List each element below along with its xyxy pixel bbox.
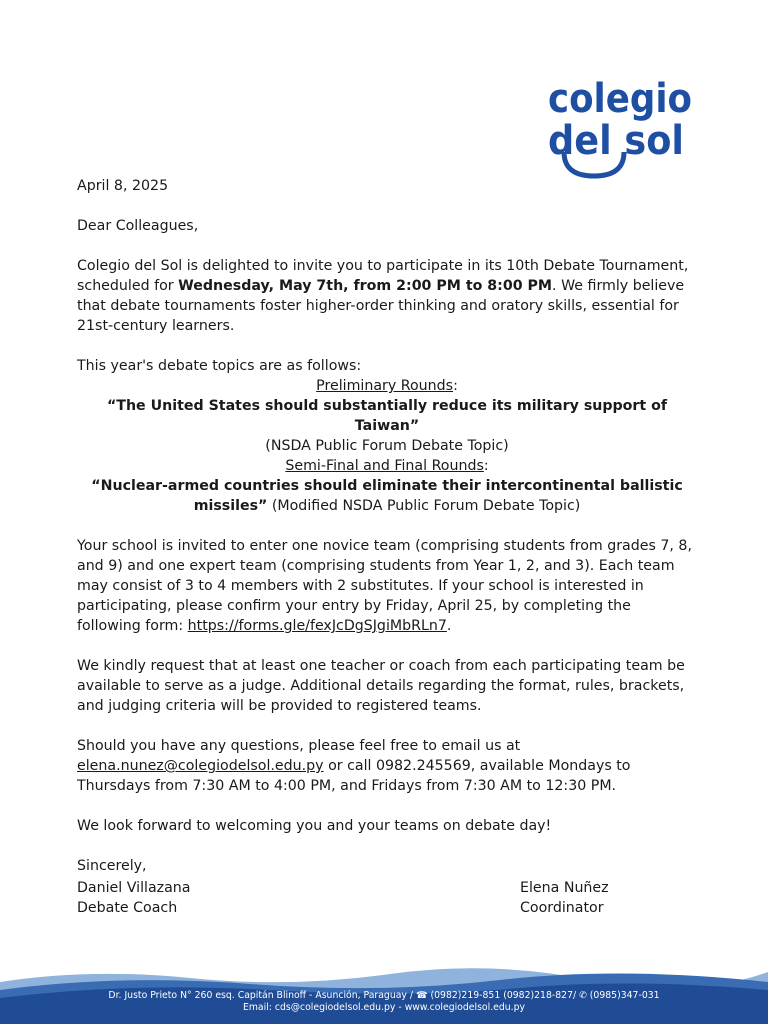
final-heading: Semi-Final and Final Rounds: bbox=[285, 458, 489, 474]
signatory-coach bbox=[77, 878, 190, 918]
footer-contact bbox=[0, 990, 768, 1014]
topics-intro: This year's debate topics are as follows: bbox=[77, 358, 362, 374]
signatory-title: Debate Coach bbox=[77, 900, 178, 916]
colegio-del-sol-logo bbox=[546, 72, 696, 180]
closing-line: We look forward to welcoming you and your teams on debate day! bbox=[77, 818, 552, 834]
event-date-time: Wednesday, May 7th, from 2:00 PM to 8:00 PM bbox=[178, 278, 553, 294]
signatory-name: Elena Nuñez bbox=[520, 880, 609, 896]
debate-topics bbox=[77, 356, 697, 516]
judges-paragraph: We kindly request that at least one teacher or coach from each participating team be available to serve as a judge. Additional details regarding the format, rules, brackets, and judging criteria will be provided to registered teams. bbox=[77, 658, 685, 714]
valediction: Sincerely, bbox=[77, 858, 147, 874]
intro-paragraph: Colegio del Sol is delighted to invite you to participate in its 10th Debate Tournament, scheduled for Wednesday, May 7th, from 2:00 PM to 8:00 PM. We firmly believe that debate tournaments foster higher-order thinking and oratory skills, essential for 21st-century learners. bbox=[77, 258, 689, 334]
logo-line-colegio: colegio bbox=[548, 76, 692, 122]
footer-address: Dr. Justo Prieto N° 260 esq. Capitán Blinoff - Asunción, Paraguay / ☎ (0982)219-851 (0982)218-827/ ✆ (0985)347-031 bbox=[108, 990, 660, 1001]
letter-body bbox=[77, 176, 697, 896]
preliminary-motion: “The United States should substantially reduce its military support of Taiwan” bbox=[106, 398, 668, 434]
final-motion: “Nuclear-armed countries should eliminate their intercontinental ballistic missiles” (Modified NSDA Public Forum Debate Topic) bbox=[91, 478, 683, 514]
signatory-name: Daniel Villazana bbox=[77, 880, 191, 896]
registration-form-link[interactable]: https://forms.gle/fexJcDgSJgiMbRLn7 bbox=[187, 618, 447, 634]
signatory-coordinator bbox=[520, 878, 609, 918]
letter-date: April 8, 2025 bbox=[77, 178, 169, 194]
logo-line-del-sol: del sol bbox=[548, 118, 684, 164]
contact-paragraph: Should you have any questions, please feel free to email us at elena.nunez@colegiodelsol.edu.py or call 0982.245569, available Mondays to Thursdays from 7:30 AM to 4:00 PM, and Fridays from 7:30 AM to 12:30 PM. bbox=[77, 738, 631, 794]
contact-email-link[interactable]: elena.nunez@colegiodelsol.edu.py bbox=[77, 758, 324, 774]
signatory-title: Coordinator bbox=[520, 900, 604, 916]
footer-email-web: Email: cds@colegiodelsol.edu.py - www.colegiodelsol.edu.py bbox=[242, 1002, 526, 1013]
preliminary-heading: Preliminary Rounds: bbox=[316, 378, 458, 394]
preliminary-source: (NSDA Public Forum Debate Topic) bbox=[265, 438, 509, 454]
registration-paragraph: Your school is invited to enter one novice team (comprising students from grades 7, 8, and 9) and one expert team (comprising students from Year 1, 2, and 3). Each team may consist of 3 to 4 members with 2 substitutes. If your school is interested in participating, please confirm your entry by Friday, April 25, by completing the following form: https://forms.gle/fexJcDgSJgiMbRLn7. bbox=[77, 538, 692, 634]
letter-salutation: Dear Colleagues, bbox=[77, 218, 199, 234]
